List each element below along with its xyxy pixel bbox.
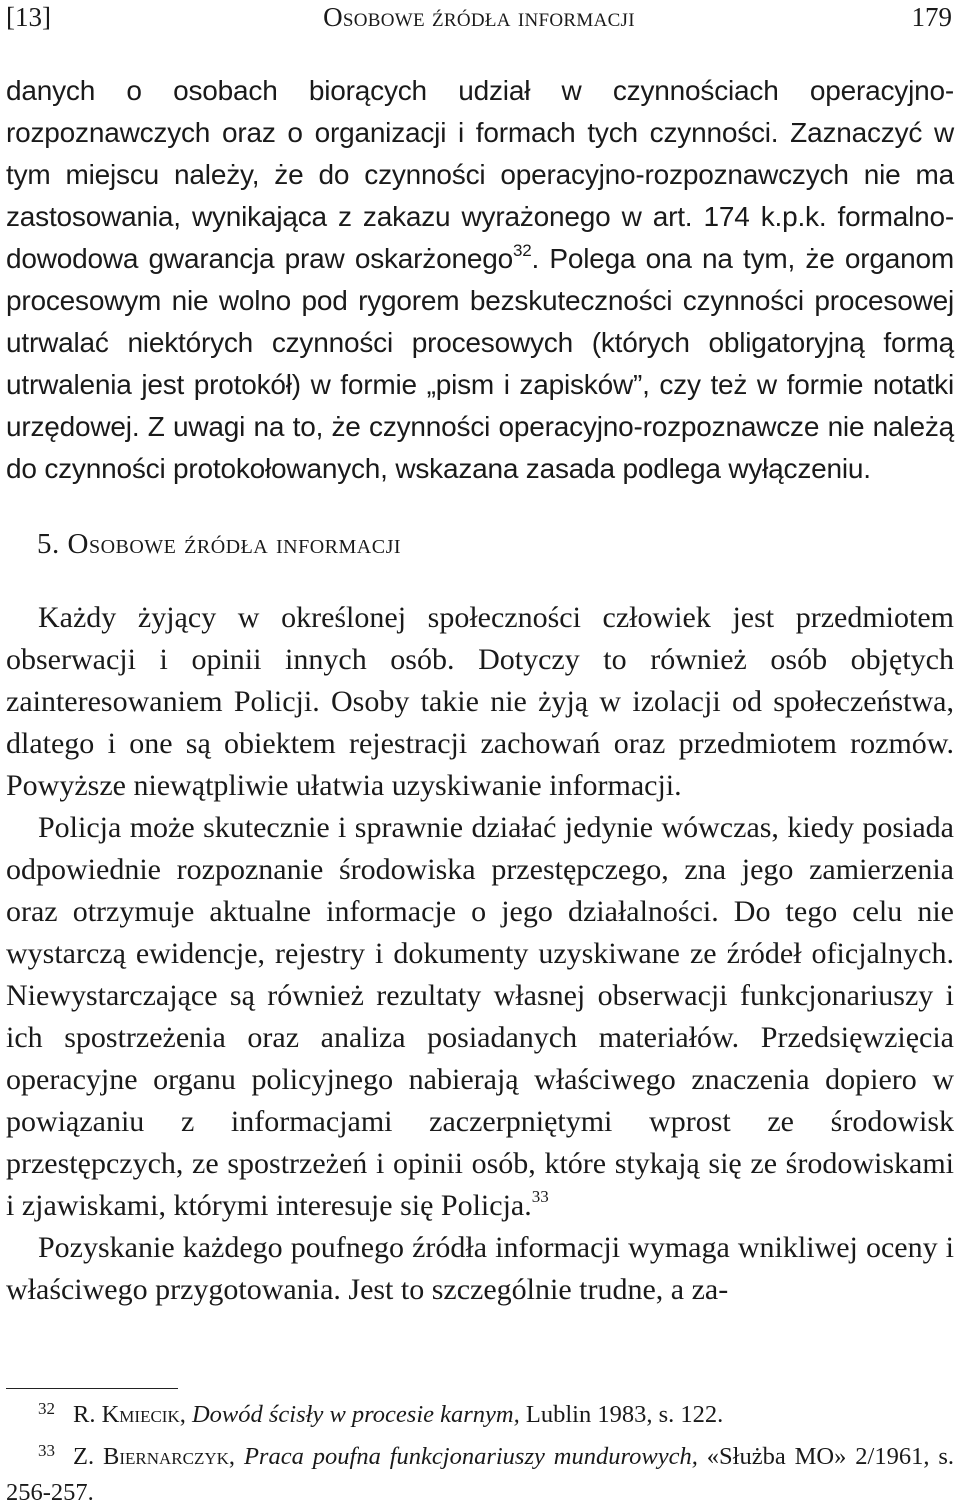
paragraph-1 <box>6 70 954 490</box>
footnote-ref-33[interactable]: 33 <box>531 1187 549 1206</box>
chapter-number: [13] <box>6 2 51 32</box>
footnote-32: $^{32}$ R. Kmiecik, Dowód ścisły w procesie karnym, Lublin 1983, s. 122. <box>38 1399 724 1428</box>
footnote-number: 32 <box>38 1399 55 1418</box>
footnote-author: Biernarczyk <box>103 1443 229 1470</box>
footnote-details: «Służba MO» 2/1961, s. 256-257. <box>6 1443 955 1506</box>
footnote-author-initial: Z. <box>73 1443 95 1470</box>
body-text <box>6 70 954 1311</box>
section-number: 5. <box>37 528 60 560</box>
footnote-author: Kmiecik <box>101 1401 180 1428</box>
page-number: 179 <box>911 2 952 32</box>
paragraph-3 <box>6 807 954 1227</box>
footnote-details: Lublin 1983, s. 122. <box>525 1401 724 1428</box>
paragraph-2: Każdy żyjący w określonej społeczności człowiek jest przedmiotem obserwacji i opinii innych osób. Dotyczy to również osób objętych zainteresowaniem Policji. Osoby takie nie żyją w izolacji od społeczeństwa, dlatego i one są obiektem rejestracji zachowań oraz przedmiotem rozmów. Powyższe niewątpliwie ułatwia uzyskiwanie informacji. <box>6 601 954 802</box>
footnote-number: 33 <box>38 1441 55 1460</box>
paragraph-1-text-b: . Polega ona na tym, że organom procesowym nie wolno pod rygorem bezskuteczności czynności procesowej utrwalać niektórych czynności procesowych (których obligatoryjną formą utrwalenia jest protokół) w formie „pism i zapisków”, czy też w formie notatki urzędowej. Z uwagi na to, że czynności operacyjno-rozpoznawcze nie należą do czynności protokołowanych, wskazana zasada podlega wyłączeniu. <box>6 243 954 484</box>
footnote-ref-32[interactable]: 32 <box>512 240 532 260</box>
paragraph-3-text: Policja może skutecznie i sprawnie działać jedynie wówczas, kiedy posiada odpowiednie rozpoznanie środowiska przestępczego, zna jego zamierzenia oraz otrzymuje aktualne informacje o jego działalności. Do tego celu nie wystarczą ewidencje, rejestry i dokumenty uzyskiwane ze źródeł oficjalnych. Niewystarczające są również rezultaty własnej obserwacji funkcjonariuszy i ich spostrzeżenia oraz analiza posiadanych materiałów. Przedsięwzięcia operacyjne organu policyjnego nabierają właściwego znaczenia dopiero w powiązaniu z informacjami zaczerpniętymi wprost ze środowisk przestępczych, ze spostrzeżeń i opinii osób, które stykają się ze środowiskami i zjawiskami, którymi interesuje się Policja. <box>6 811 954 1222</box>
paragraph-4: Pozyskanie każdego poufnego źródła informacji wymaga wnikliwej oceny i właściwego przygotowania. Jest to szczególnie trudne, a za- <box>6 1231 954 1306</box>
footnote-author-initial: R. <box>73 1401 96 1428</box>
footnote-33: $^{33}$ Z. Biernarczyk, Praca poufna funkcjonariuszy mundurowych, «Służba MO» 2/1961, s. 256-257. <box>6 1441 955 1506</box>
footnote-title: Dowód ścisły w procesie karnym, <box>191 1401 520 1428</box>
paragraph-1-text-a: danych o osobach biorących udział w czynnościach operacyjno-rozpoznawczych oraz o organizacji i formach tych czynności. Zaznaczyć w tym miejscu należy, że do czynności operacyjno-rozpoznawczych nie ma zastosowania, wynikająca z zakazu wyrażonego w art. 174 k.p.k. formalno-dowodowa gwarancja praw oskarżonego <box>6 75 954 274</box>
footnote-title: Praca poufna funkcjonariuszy mundurowych, <box>243 1443 698 1470</box>
section-title: Osobowe źródła informacji <box>67 528 402 560</box>
footnote-divider <box>6 1388 178 1389</box>
running-head <box>6 0 952 34</box>
running-title: Osobowe źródła informacji <box>323 2 635 32</box>
footnotes <box>6 1388 954 1510</box>
section-heading <box>37 523 954 565</box>
